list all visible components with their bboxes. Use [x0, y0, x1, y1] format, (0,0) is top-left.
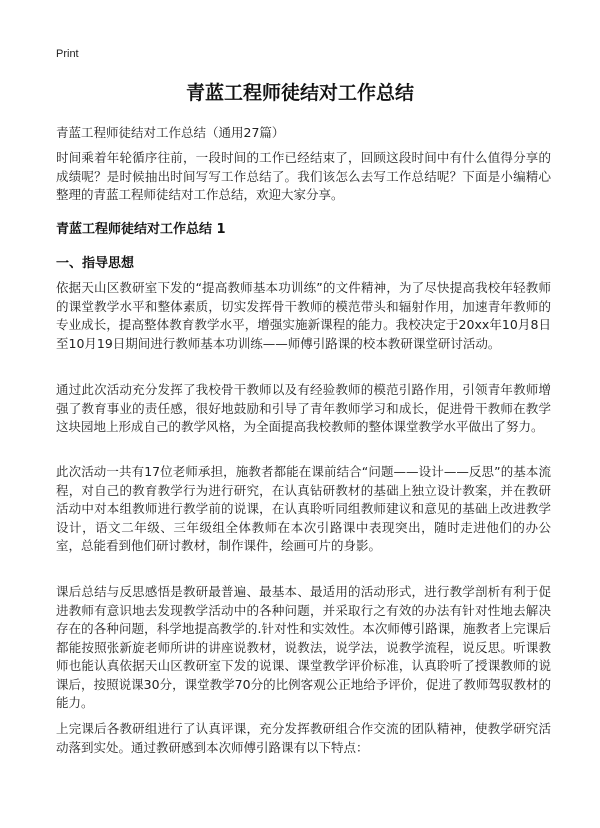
- body-paragraph: 上完课后各教研组进行了认真评课，充分发挥教研组合作交流的团队精神，使教学研究活动落到实处。通过教研感到本次师傅引路课有以下特点：: [56, 721, 551, 755]
- document-subtitle: 青蓝工程师徒结对工作总结（通用27篇）: [56, 125, 285, 140]
- body-paragraph: 此次活动一共有17位老师承担，施教者都能在课前结合“问题——设计——反思”的基本流程，对自己的教育教学行为进行研究，在认真钻研教材的基础上独立设计教案，并在教研活动中对本组教师进行教学前的说课，在认真聆听同组教师建议和意见的基础上改进教学设计，语文二年级、三年级组全体教师在本次引路课中表现突出，随时走进他们的办公室，总能看到他们研讨教材，制作课件，绘画可片的身影。: [56, 464, 551, 553]
- body-paragraph: 依据天山区教研室下发的“提高教师基本功训练”的文件精神，为了尽快提高我校年轻教师的课堂教学水平和整体素质，切实发挥骨干教师的模范带头和辐射作用，加速青年教师的专业成长，提高整体教育教学水平，增强实施新课程的能力。我校决定于20xx年10月8日至10月19日期间进行教师基本功训练——师傅引路课的校本教研课堂研讨活动。: [56, 280, 551, 351]
- print-link[interactable]: Print: [56, 48, 79, 60]
- subsection-heading: 一、指导思想: [56, 256, 135, 271]
- body-paragraph: 通过此次活动充分发挥了我校骨干教师以及有经验教师的模范引路作用，引领青年教师增强了教育事业的责任感，很好地鼓励和引导了青年教师学习和成长，促进骨干教师在教学这块园地上形成自己的教学风格，为全面提高我校教师的整体课堂教学水平做出了努力。: [56, 382, 551, 434]
- section-heading: 青蓝工程师徒结对工作总结 1: [56, 222, 226, 237]
- page-title: 青蓝工程师徒结对工作总结: [185, 82, 414, 104]
- intro-paragraph: 时间乘着年轮循序往前，一段时间的工作已经结束了，回顾这段时间中有什么值得分享的成绩呢？是时候抽出时间写写工作总结了。我们该怎么去写工作总结呢？下面是小编精心整理的青蓝工程师徒结对工作总结，欢迎大家分享。: [56, 150, 551, 202]
- body-paragraph: 课后总结与反思感悟是教研最普遍、最基本、最适用的活动形式，进行教学剖析有利于促进教师有意识地去发现教学活动中的各种问题，并采取行之有效的办法有针对性地去解决存在的各种问题，科学地提高教学的.针对性和实效性。本次师傅引路课，施教者上完课后都能按照张新旋老师所讲的讲座说教材，说教法，说学法，说教学流程，说反思。听课教师也能认真依据天山区教研室下发的说课、课堂教学评价标准，认真聆听了授课教师的说课后，按照说课30分，课堂教学70分的比例客观公正地给予评价，促进了教师驾驭教材的能力。: [56, 584, 551, 710]
